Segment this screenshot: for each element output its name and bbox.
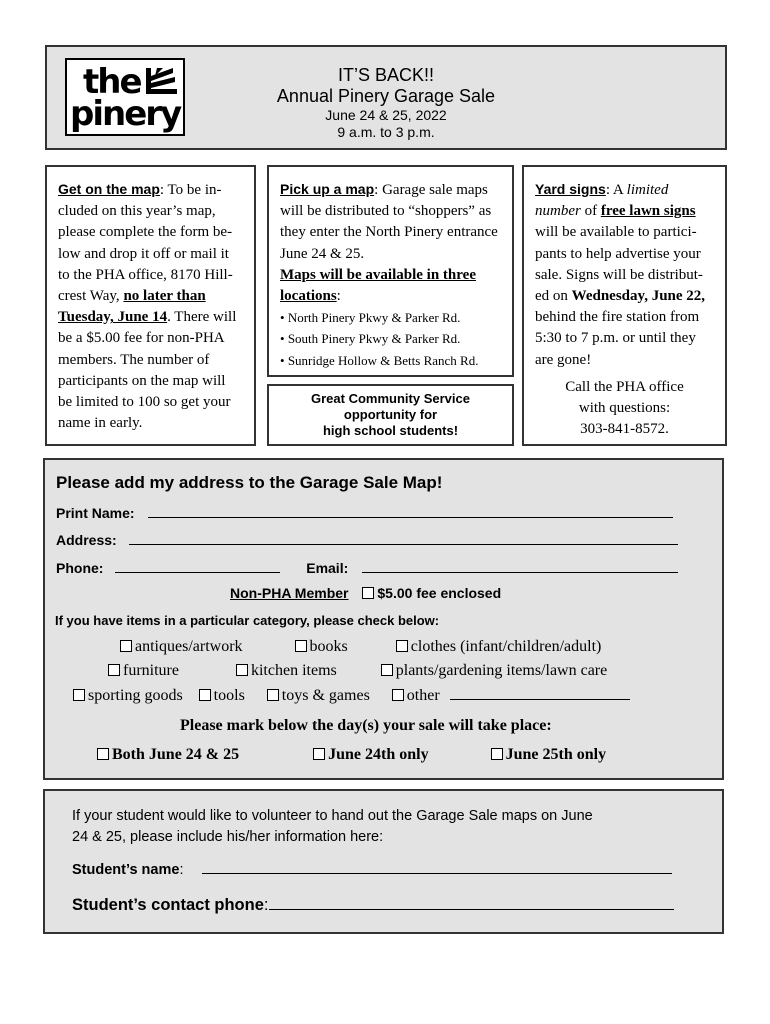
student-intro-line-1: If your student would like to volunteer to hand out the Garage Sale maps on June	[72, 808, 593, 824]
print-name-label: Print Name:	[56, 505, 135, 521]
locations-heading: Maps will be available in three locations	[280, 266, 476, 305]
location-item: • South Pinery Pkwy & Parker Rd.	[280, 331, 461, 347]
yard-signs-date: Wednesday, June 22,	[571, 288, 706, 305]
sporting-goods-checkbox[interactable]	[73, 689, 85, 701]
furniture-checkbox[interactable]	[108, 664, 120, 676]
deadline-text: no later than Tuesday, June 14	[58, 288, 206, 326]
clothes-label: clothes (infant/children/adult)	[410, 638, 602, 655]
header-subtitle: Annual Pinery Garage Sale	[276, 86, 496, 106]
of-text: of	[580, 203, 601, 220]
antiques-checkbox[interactable]	[120, 640, 132, 652]
june-25-checkbox[interactable]	[491, 748, 503, 760]
pick-up-map-heading: Pick up a map	[280, 181, 375, 197]
plants-label: plants/gardening items/lawn care	[395, 662, 608, 679]
both-days-label: Both June 24 & 25	[112, 746, 240, 763]
plants-checkbox[interactable]	[381, 664, 393, 676]
sporting-goods-label: sporting goods	[88, 687, 183, 704]
locations-list	[280, 307, 501, 371]
logo-word-the: the	[83, 62, 141, 102]
location-text: South Pinery Pkwy & Parker Rd.	[287, 331, 461, 347]
get-on-map-box	[45, 165, 256, 446]
get-on-map-text-b: . There will be a $5.00 fee for non-PHA members. The number of participants on the map will be limited to 100 so get your name in early.	[58, 309, 237, 432]
header-banner	[45, 45, 727, 150]
pha-phone: 303-841-8572.	[580, 421, 669, 438]
kitchen-checkbox[interactable]	[236, 664, 248, 676]
pick-up-map-text: : Garage sale maps will be distributed to “shoppers” as they enter the North Pinery entrance June 24 & 25.	[280, 182, 498, 262]
both-days-checkbox[interactable]	[97, 748, 109, 760]
fee-enclosed-label: $5.00 fee enclosed	[377, 585, 502, 601]
service-line-3: high school students!	[322, 423, 459, 438]
other-field[interactable]	[450, 685, 630, 700]
print-name-field[interactable]	[148, 503, 673, 518]
yard-signs-text-start: : A	[605, 182, 627, 198]
call-pha-block	[535, 377, 714, 441]
form-title: Please add my address to the Garage Sale Map!	[56, 473, 443, 492]
get-on-map-text-a: : To be in-cluded on this year’s map, please complete the form be-low and drop it off or mail it to the PHA office, 8170 Hill-crest Way,	[58, 182, 233, 305]
free-lawn-signs-text: free lawn signs	[600, 203, 696, 220]
toys-label: toys & games	[281, 687, 370, 704]
get-on-map-heading: Get on the map	[58, 181, 160, 197]
header-time: 9 a.m. to 3 p.m.	[337, 124, 435, 140]
community-service-box	[267, 384, 514, 446]
student-phone-colon: :	[263, 896, 269, 914]
limited-number-text: limited number	[535, 182, 669, 220]
day-prompt: Please mark below the day(s) your sale will take place:	[180, 717, 552, 734]
furniture-label: furniture	[123, 662, 179, 679]
other-checkbox[interactable]	[392, 689, 404, 701]
location-text: North Pinery Pkwy & Parker Rd.	[287, 310, 461, 326]
service-line-1: Great Community Service	[311, 391, 470, 406]
yard-signs-text-a: will be available to partici-pants to help advertise your sale. Signs will be distribut-ed on	[535, 224, 703, 305]
phone-field[interactable]	[115, 558, 280, 573]
phone-label: Phone:	[56, 560, 104, 576]
kitchen-label: kitchen items	[250, 662, 337, 679]
location-item: • North Pinery Pkwy & Parker Rd.	[280, 310, 461, 326]
student-intro-line-2: 24 & 25, please include his/her information here:	[72, 829, 384, 845]
header-date: June 24 & 25, 2022	[325, 107, 447, 123]
student-phone-label: Student’s contact phone	[72, 896, 264, 914]
address-field[interactable]	[129, 530, 678, 545]
student-name-label: Student’s name	[72, 862, 180, 878]
non-pha-member-label: Non-PHA Member	[230, 585, 349, 601]
yard-signs-text-b: behind the fire station from 5:30 to 7 p.m. or until they are gone!	[535, 309, 700, 368]
tools-checkbox[interactable]	[199, 689, 211, 701]
yard-signs-box	[522, 165, 727, 446]
tools-label: tools	[213, 687, 245, 704]
yard-signs-heading: Yard signs	[535, 181, 606, 197]
locations-colon: :	[336, 288, 341, 305]
fee-checkbox[interactable]	[362, 587, 374, 599]
june-25-label: June 25th only	[505, 746, 607, 763]
pick-up-map-box	[267, 165, 514, 377]
toys-checkbox[interactable]	[267, 689, 279, 701]
location-text: Sunridge Hollow & Betts Ranch Rd.	[287, 352, 479, 368]
student-name-field[interactable]	[202, 859, 672, 874]
email-label: Email:	[306, 560, 349, 576]
student-phone-field[interactable]	[269, 895, 674, 910]
email-field[interactable]	[362, 558, 678, 573]
service-line-2: opportunity for	[343, 407, 438, 422]
other-label: other	[406, 687, 440, 704]
header-title: IT’S BACK!!	[337, 65, 435, 85]
header-text	[47, 62, 725, 141]
garage-sale-map-form	[43, 458, 724, 780]
address-label: Address:	[56, 532, 117, 548]
call-line-2: with questions:	[578, 400, 671, 417]
clothes-checkbox[interactable]	[396, 640, 408, 652]
june-24-checkbox[interactable]	[313, 748, 325, 760]
books-label: books	[309, 638, 348, 655]
call-line-1: Call the PHA office	[565, 378, 684, 395]
books-checkbox[interactable]	[295, 640, 307, 652]
logo-word-pinery: pinery	[70, 94, 181, 134]
student-volunteer-box	[43, 789, 724, 934]
student-intro	[72, 806, 593, 848]
june-24-label: June 24th only	[328, 746, 429, 763]
antiques-label: antiques/artwork	[135, 638, 243, 655]
category-prompt: If you have items in a particular category, please check below:	[55, 613, 440, 628]
student-name-colon: :	[179, 862, 184, 878]
location-item: • Sunridge Hollow & Betts Ranch Rd.	[280, 352, 479, 368]
